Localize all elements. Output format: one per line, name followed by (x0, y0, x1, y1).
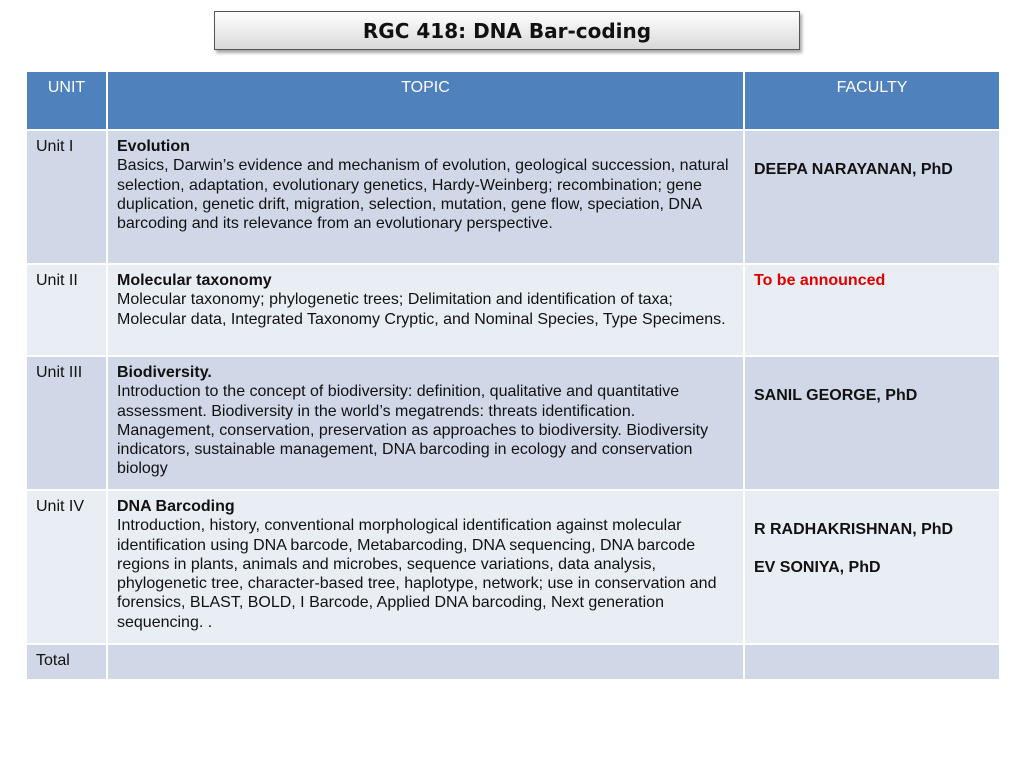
topic-title: DNA Barcoding (117, 498, 235, 515)
page-title: RGC 418: DNA Bar-coding (362, 18, 652, 43)
faculty-cell (744, 264, 1000, 356)
faculty-cell (744, 130, 1000, 264)
topic-cell (107, 356, 744, 490)
unit-cell: Unit IV (26, 490, 107, 644)
unit-cell: Unit II (26, 264, 107, 356)
faculty-cell (744, 644, 1000, 680)
table-row (26, 644, 1000, 680)
faculty-name: SANIL GEORGE, PhD (754, 387, 918, 404)
unit-cell: Unit I (26, 130, 107, 264)
table-row (26, 130, 1000, 264)
header-unit: UNIT (26, 71, 107, 130)
faculty-name: EV SONIYA, PhD (754, 559, 881, 577)
topic-body: Basics, Darwin’s evidence and mechanism of evolution, geological succession, natural selection, adaptation, evolutionary genetics, Hardy-Weinberg; recombination; gene duplication, genetic drift, migration, selection, mutation, gene flow, speciation, DNA barcoding and its relevance from an evolutionary perspective. (117, 157, 729, 233)
topic-cell (107, 264, 744, 356)
course-table (25, 70, 1001, 681)
unit-cell: Total (26, 644, 107, 680)
topic-title: Molecular taxonomy (117, 272, 272, 289)
faculty-name: R RADHAKRISHNAN, PhD (754, 521, 954, 538)
faculty-name: DEEPA NARAYANAN, PhD (754, 161, 953, 178)
header-faculty: FACULTY (744, 71, 1000, 130)
title-box (214, 11, 800, 50)
table-row (26, 264, 1000, 356)
faculty-cell (744, 490, 1000, 644)
faculty-cell (744, 356, 1000, 490)
topic-cell (107, 490, 744, 644)
table-row (26, 356, 1000, 490)
topic-cell (107, 644, 744, 680)
faculty-tba: To be announced (754, 272, 886, 289)
topic-body: Introduction, history, conventional morphological identification against molecular identification using DNA barcode, Metabarcoding, DNA sequencing, DNA barcode regions in plants, animals and microbes, sequence variations, data analysis, phylogenetic tree, character-based tree, haplotype, network; use in conservation and forensics, BLAST, BOLD, I Barcode, Applied DNA barcoding, Next generation sequencing. . (117, 517, 717, 631)
faculty-spacer (754, 539, 990, 558)
topic-cell (107, 130, 744, 264)
header-topic: TOPIC (107, 71, 744, 130)
topic-body: Introduction to the concept of biodiversity: definition, qualitative and quantitative assessment. Biodiversity in the world’s megatrends: threats identification. Management, conservation, preservation as approaches to biodiversity. Biodiversity indicators, sustainable management, DNA barcoding in ecology and conservation biology (117, 383, 709, 478)
unit-cell: Unit III (26, 356, 107, 490)
table-row (26, 490, 1000, 644)
topic-title: Biodiversity. (117, 364, 212, 381)
topic-title: Evolution (117, 138, 190, 155)
header-row (26, 71, 1000, 130)
topic-body: Molecular taxonomy; phylogenetic trees; Delimitation and identification of taxa; Molecular data, Integrated Taxonomy Cryptic, and Nominal Species, Type Specimens. (117, 291, 726, 328)
